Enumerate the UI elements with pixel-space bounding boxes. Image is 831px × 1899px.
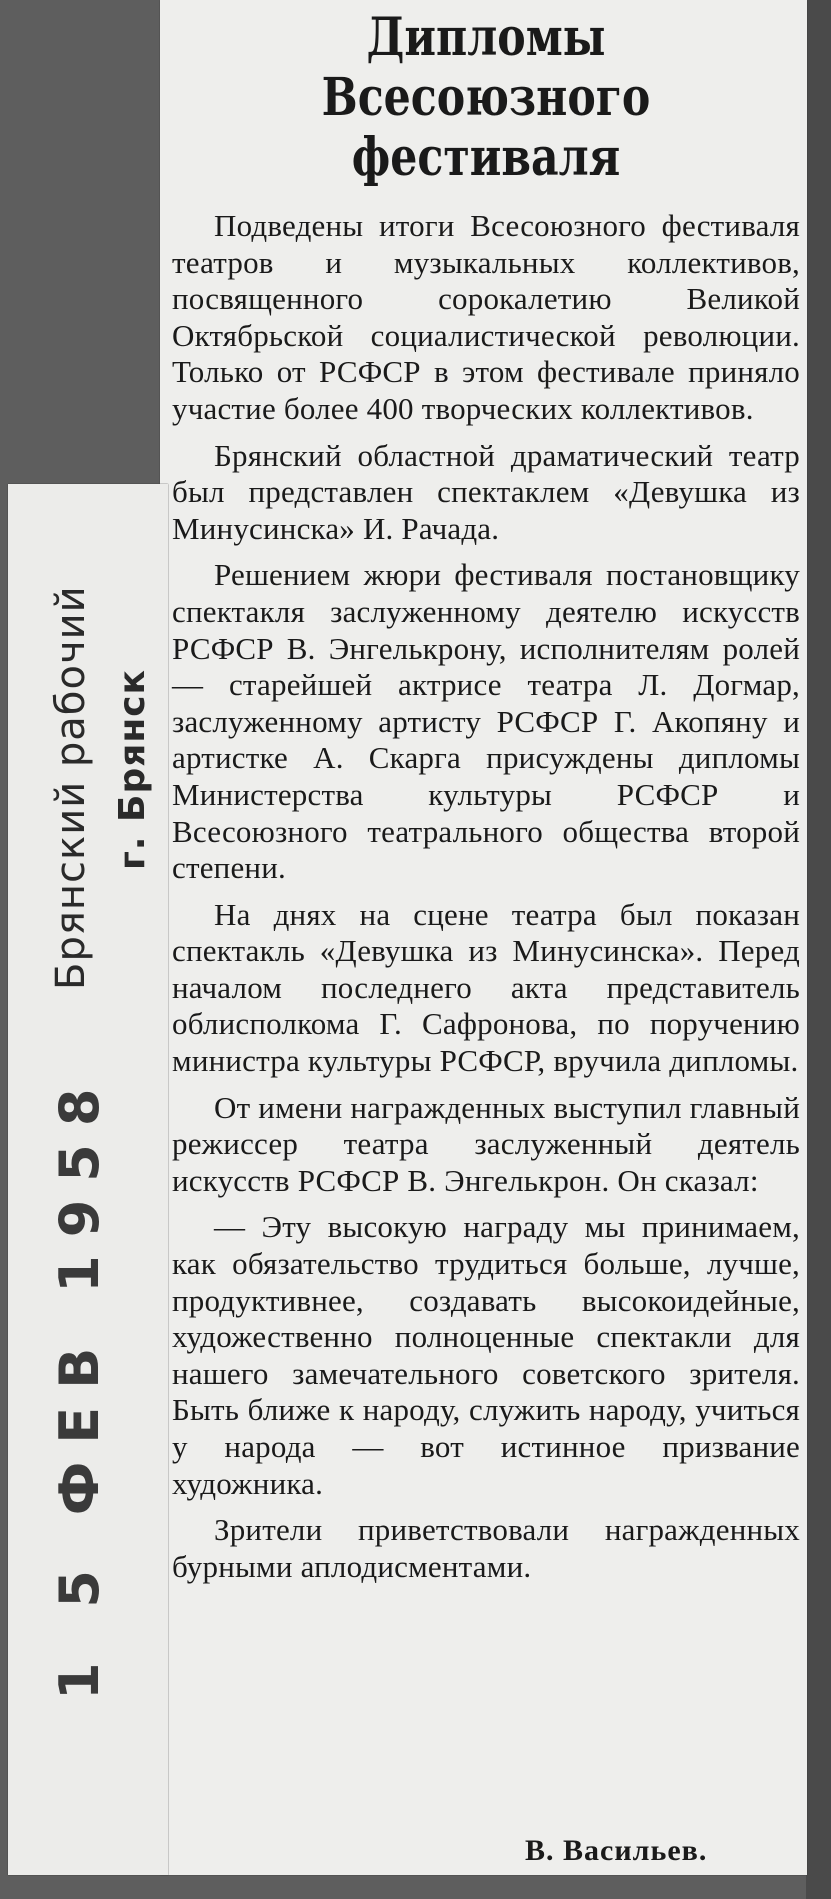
article: [172, 8, 800, 1595]
article-signature: В. Васильев.: [525, 1834, 708, 1867]
article-paragraph: Решением жюри фестиваля постановщику спектакля заслуженному деятелю искусств РСФСР В. Энгелькрону, исполнителям ролей — старейшей актрисе театра Л. Догмар, заслуженному артисту РСФСР Г. Акопяну и артистке А. Скарга присуждены дипломы Министерства культуры РСФСР и Всесоюзного театрального общества второй степени.: [172, 557, 800, 886]
article-paragraph: Брянский областной драматический театр был представлен спектаклем «Девушка из Минусинска» И. Рачада.: [172, 437, 800, 546]
article-paragraph: Зрители приветствовали награжденных бурными аплодисментами.: [172, 1512, 800, 1584]
article-paragraph: От имени награжденных выступил главный режиссер театра заслуженный деятель искусств РСФСР В. Энгелькрон. Он сказал:: [172, 1089, 800, 1198]
article-paragraph: — Эту высокую награду мы принимаем, как обязательство трудиться больше, лучше, продуктивнее, создавать высокоидейные, художественно полноценные спектакли для нашего замечательного советского зрителя. Быть ближе к народу, служить народу, учиться у народа — вот истинное призвание художника.: [172, 1209, 800, 1501]
stamp-city: г. Брянск: [112, 669, 153, 870]
background-edge: [806, 0, 831, 1899]
article-paragraph: Подведены итоги Всесоюзного фестиваля театров и музыкальных коллективов, посвященного сорокалетию Великой Октябрьской социалистической революции. Только от РСФСР в этом фестивале приняло участие более 400 творческих коллективов.: [172, 208, 800, 426]
stamp-date: 1 5 ФЕВ 1958: [48, 1070, 111, 1700]
headline-line: фестиваля: [351, 127, 621, 188]
headline-line: Всесоюзного: [321, 67, 651, 128]
article-headline: [229, 8, 744, 188]
article-paragraph: На днях на сцене театра был показан спектакль «Девушка из Минусинска». Перед началом последнего акта представитель облисполкома Г. Сафронова, по поручению министра культуры РСФСР, вручила дипломы.: [172, 896, 800, 1079]
stamp-newspaper-name: Брянский рабочий: [48, 585, 94, 990]
headline-line: Дипломы: [366, 7, 606, 68]
